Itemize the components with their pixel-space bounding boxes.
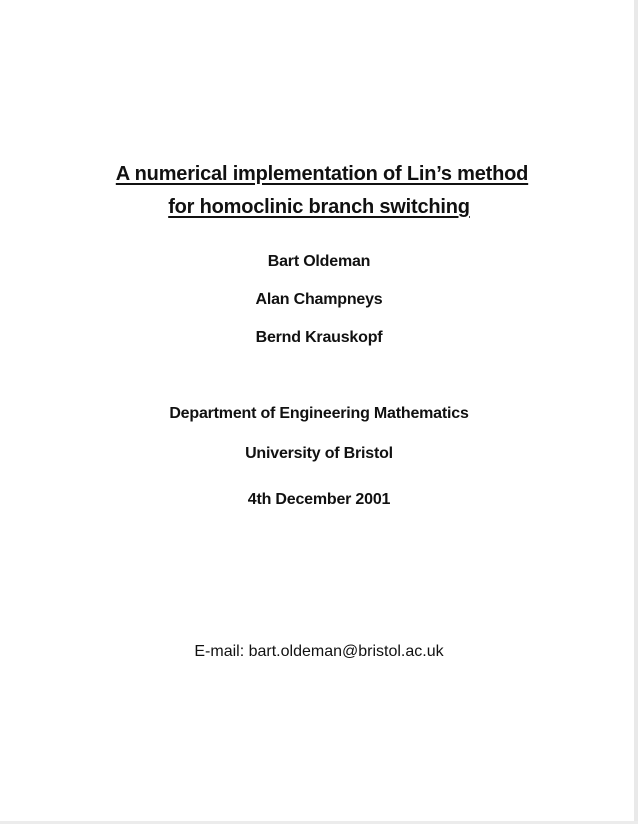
university: University of Bristol <box>245 445 393 462</box>
author-name: Bart Oldeman <box>267 253 371 270</box>
publication-date: 4th December 2001 <box>247 491 391 508</box>
scan-right-edge <box>634 0 638 824</box>
contact-email: E-mail: bart.oldeman@bristol.ac.uk <box>194 643 444 660</box>
author-name: Bernd Krauskopf <box>255 329 383 346</box>
paper-title-line-2: for homoclinic branch switching <box>168 196 470 218</box>
paper-title-line-1: A numerical implementation of Lin’s method <box>115 163 529 185</box>
author-name: Alan Champneys <box>255 291 383 308</box>
department: Department of Engineering Mathematics <box>169 405 469 422</box>
